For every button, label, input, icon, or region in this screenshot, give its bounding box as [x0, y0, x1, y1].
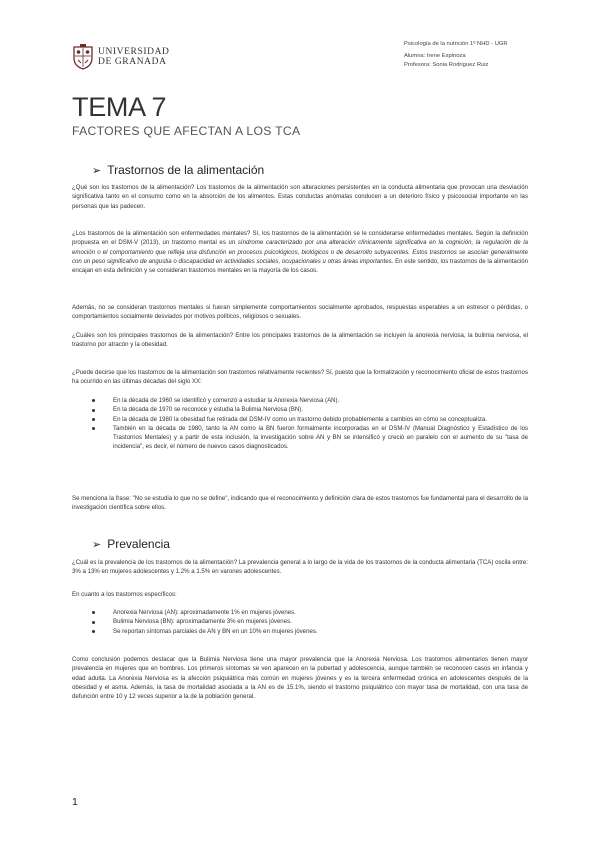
list-item: También en la década de 1980, tanto la AN como la BN fueron formalmente incorporadas en el DSM-IV (Manual Diagnóstico y Estadístico de los Trastornos Mentales) y a partir de esta inclusión, la investigación sobre AN y BN se intensificó y creció en paralelo con el aumento de su "tasa de incidencia", es decir, el número de nuevos casos diagnosticados. — [72, 424, 528, 452]
list-item: Se reportan síntomas parciales de AN y BN en un 10% en mujeres jóvenes. — [72, 627, 528, 636]
arrow-bullet-icon: ➢ — [92, 165, 102, 177]
paragraph: Además, no se consideran trastornos mentales si fueran simplemente comportamientos socialmente aprobados, respuestas esperables a un estresor o pérdidas, o comportamientos socialmente desviados por motivos políticos, religiosos o sexuales. — [72, 304, 528, 321]
bullet-list — [72, 396, 528, 452]
list-item: Bulimia Nerviosa (BN): aproximadamente 3% en mujeres jóvenes. — [72, 617, 528, 626]
paragraph: ¿Los trastornos de la alimentación son enfermedades mentales? Sí, los trastornos de la alimentación se le considerarse enfermedades mentales. Según la definición propuesta en el DSM-V (2013), un trastorno mental es un síndrome caracterizado por una alteración clínicamente significativa en la cognición, la regulación de la emoción o el comportamiento que refleja una disfunción en procesos psicológicos, biológicos o de desarrollo subyacentes. Estos trastornos se asocian generalmente con un peso significativo de angustia o discapacidad en actividades sociales, ocupacionales u otras áreas importantes. En este sentido, los trastornos de la alimentación encajan en esta definición y se consideran trastornos mentales en la mayoría de los casos. — [72, 230, 528, 275]
page-title: TEMA 7 — [72, 92, 167, 122]
paragraph: ¿Cuál es la prevalencia de los trastornos de la alimentación? La prevalencia general a lo largo de la vida de los trastornos de la conducta alimentaria (TCA) oscila entre: 3% a 13% en mujeres adolescentes y 1.2% a 1.5% en varones adolescentes. — [72, 559, 528, 576]
list-item: Anorexia Nerviosa (AN): aproximadamente 1% en mujeres jóvenes. — [72, 608, 528, 617]
section-heading-label: Prevalencia — [107, 537, 170, 551]
paragraph: En cuanto a los trastornos específicos: — [72, 591, 177, 598]
header-meta — [404, 40, 532, 69]
paragraph: ¿Cuáles son los principales trastornos de la alimentación? Entre los principales trastornos de la alimentación se incluyen la anorexia nerviosa, la bulimia nerviosa, el trastorno por atracón y la obesidad. — [72, 332, 528, 349]
course-line: Psicología de la nutrición 1º NHD - UGR — [404, 41, 508, 47]
paragraph: Se menciona la frase: "No se estudia lo que no se define", indicando que el reconocimiento y definición clara de estos trastornos fue fundamental para el desarrollo de la investigación científica sobre ellos. — [72, 495, 528, 512]
university-line2: DE GRANADA — [98, 57, 167, 67]
section-heading-trastornos — [92, 163, 264, 177]
page-subtitle: FACTORES QUE AFECTAN A LOS TCA — [72, 124, 301, 138]
bullet-list — [72, 608, 528, 636]
page-header — [72, 40, 532, 80]
paragraph: ¿Puede decirse que los trastornos de la alimentación son trastornos relativamente recientes? Sí, puesto que la formalización y reconocimiento oficial de estos trastornos ha ocurrido en las últimas décadas del siglo XX: — [72, 369, 528, 386]
university-crest-icon — [72, 44, 94, 70]
list-item: En la década de 1970 se reconoce y estudia la Bulimia Nerviosa (BN). — [72, 405, 528, 414]
section-heading-label: Trastornos de la alimentación — [107, 163, 265, 177]
university-logo — [72, 44, 212, 72]
student-line: Alumna: Irene Espinoza — [404, 53, 466, 60]
section-heading-prevalencia — [92, 537, 170, 551]
list-item: En la década de 1960 se identificó y comenzó a estudiar la Anorexia Nerviosa (AN). — [72, 396, 528, 405]
university-line1: UNIVERSIDAD — [98, 47, 170, 57]
list-item: En la década de 1980 la obesidad fue retirada del DSM-IV como un trastorno debido probablemente a cambios en cómo se conceptualiza. — [72, 415, 528, 424]
teacher-line: Profesora: Sonia Rodriguez Ruiz — [404, 61, 489, 68]
page-number: 1 — [72, 796, 78, 808]
arrow-bullet-icon: ➢ — [92, 539, 102, 551]
paragraph: ¿Qué son los trastornos de la alimentación? Los trastornos de la alimentación son alteraciones persistentes en la conducta alimentaria que provocan una desviación significativa tanto en el consumo como en la absorción de los alimentos. Estas conductas anómalas conducen a un deterioro físico y psicosocial importante en las personas que las padecen. — [72, 184, 528, 210]
paragraph: Como conclusión podemos destacar que la Bulimia Nerviosa tiene una mayor prevalencia que la Anorexia Nerviosa. Los trastornos alimentarios tienen mayor prevalencia en mujeres que en hombres. Los primeros síntomas se ven aparecen en la pubertad y adolescencia, aunque también se reconocen casos en infancia y edad adulta. La Anorexia Nerviosa es la afección psiquiátrica más común en mujeres jóvenes y es la tercera enfermedad crónica en adolescentes después de la obesidad y el asma. Además, la tasa de mortalidad asociada a la AN es de 15.1%, siendo el trastorno psiquiátrico con mayor tasa de mortalidad, con una tasa de defunción entre 10 y 12 veces superior a la de la población general. — [72, 656, 528, 701]
university-name — [98, 47, 170, 67]
